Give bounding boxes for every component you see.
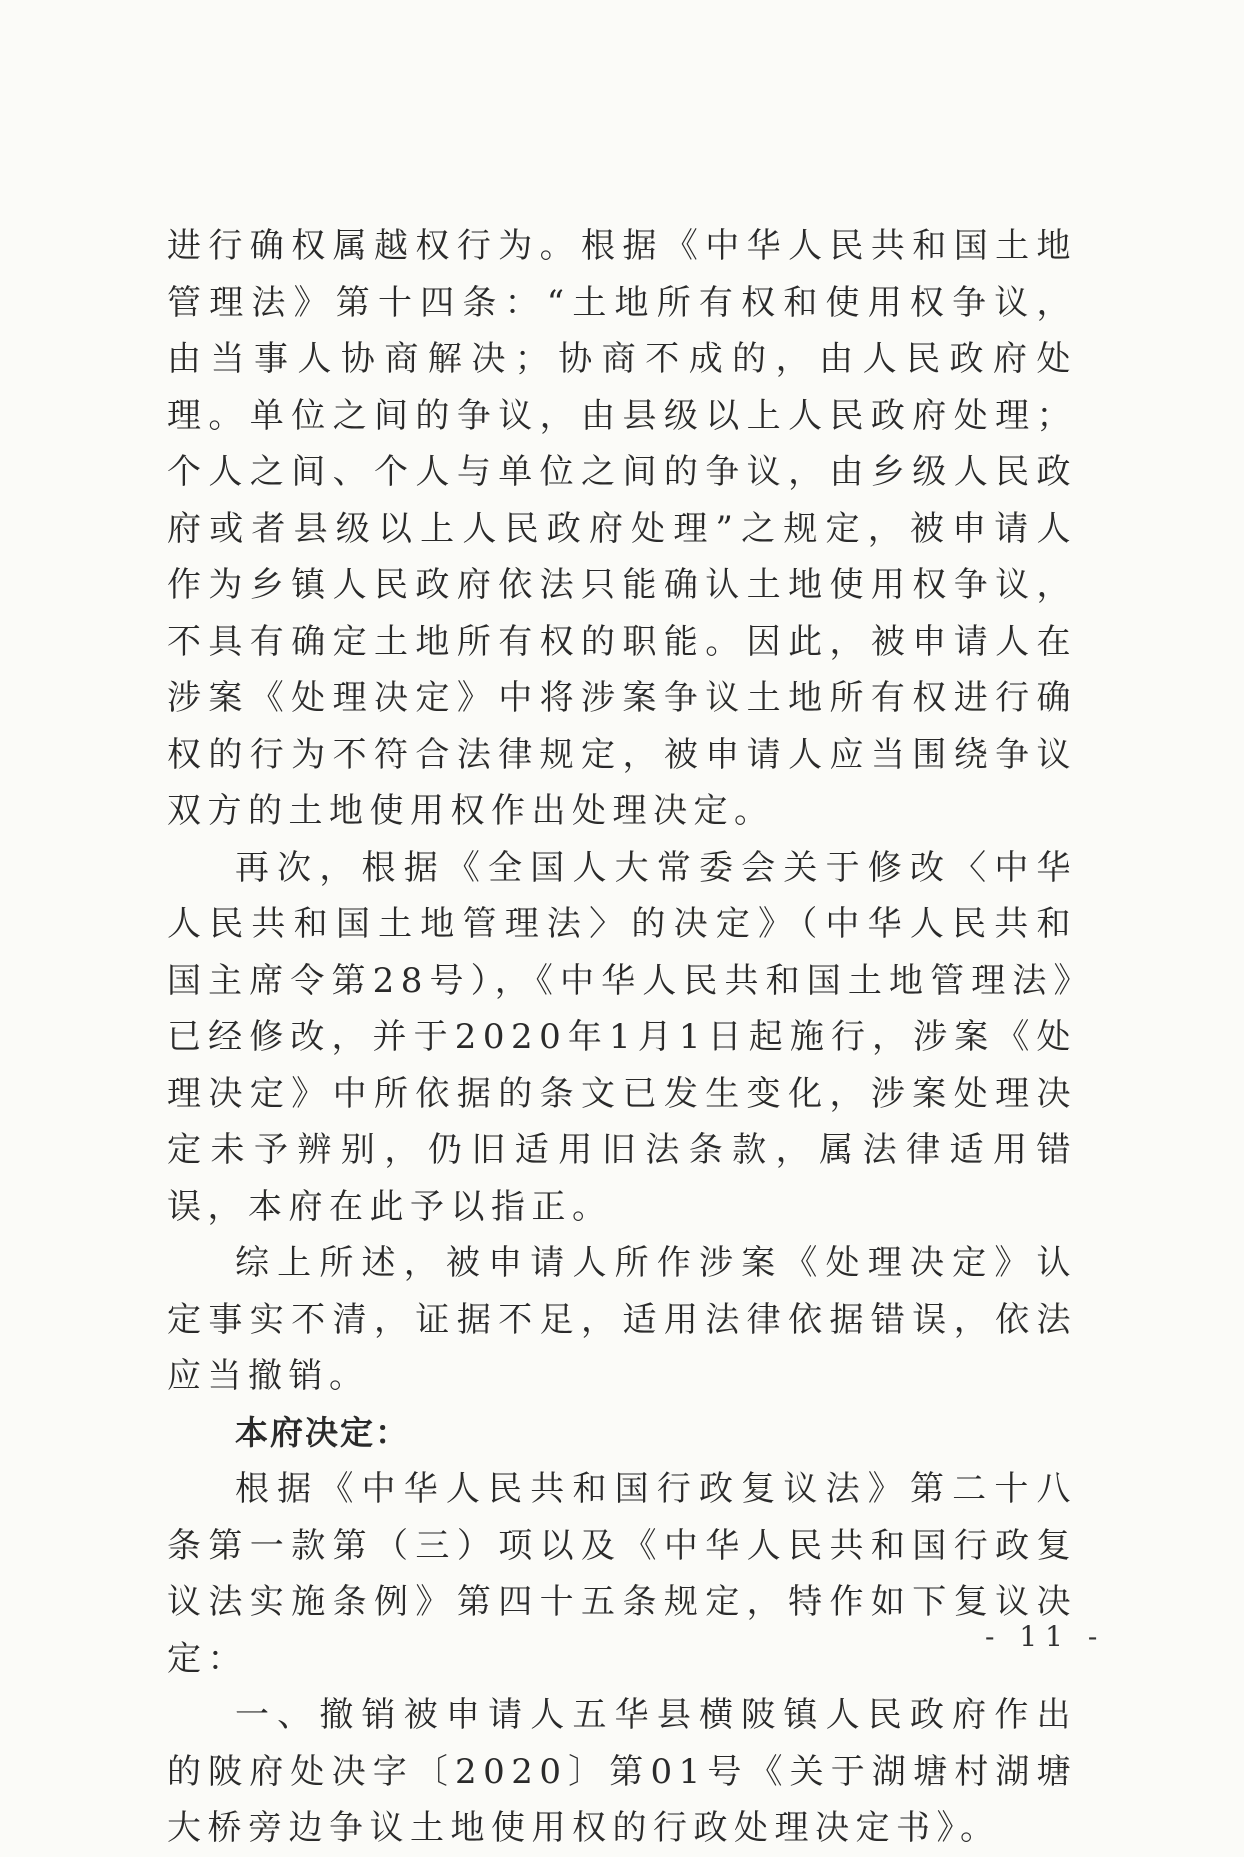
paragraph-conclusion: 综上所述，被申请人所作涉案《处理决定》认定事实不清，证据不足，适用法律依据错误，依法应当撤销。 xyxy=(167,1243,1077,1396)
paragraph-decision-basis: 根据《中华人民共和国行政复议法》第二十八条第一款第（三）项以及《中华人民共和国行政复议法实施条例》第四十五条规定，特作如下复议决定： xyxy=(167,1469,1077,1679)
paragraph-decision-item-1: 一、撤销被申请人五华县横陂镇人民政府作出的陂府处决字〔2020〕第01号《关于湖塘村湖塘大桥旁边争议土地使用权的行政处理决定书》。 xyxy=(167,1695,1077,1848)
decision-heading: 本府决定： xyxy=(235,1412,410,1452)
paragraph-law-amendment: 再次，根据《全国人大常委会关于修改〈中华人民共和国土地管理法〉的决定》（中华人民共和国主席令第28号），《中华人民共和国土地管理法》已经修改，并于2020年1月1日起施行，涉案《处理决定》中所依据的条文已发生变化，涉案处理决定未予辨别，仍旧适用旧法条款，属法律适用错误，本府在此予以指正。 xyxy=(167,847,1077,1227)
paragraph-jurisdiction: 进行确权属越权行为。根据《中华人民共和国土地管理法》第十四条：“土地所有权和使用权争议，由当事人协商解决；协商不成的，由人民政府处理。单位之间的争议，由县级以上人民政府处理；个人之间、个人与单位之间的争议，由乡级人民政府或者县级以上人民政府处理”之规定，被申请人作为乡镇人民政府依法只能确认土地使用权争议，不具有确定土地所有权的职能。因此，被申请人在涉案《处理决定》中将涉案争议土地所有权进行确权的行为不符合法律规定，被申请人应当围绕争议双方的土地使用权作出处理决定。 xyxy=(167,226,1077,831)
body-text xyxy=(167,218,1077,1857)
page-number: - 11 - xyxy=(985,1620,1106,1653)
